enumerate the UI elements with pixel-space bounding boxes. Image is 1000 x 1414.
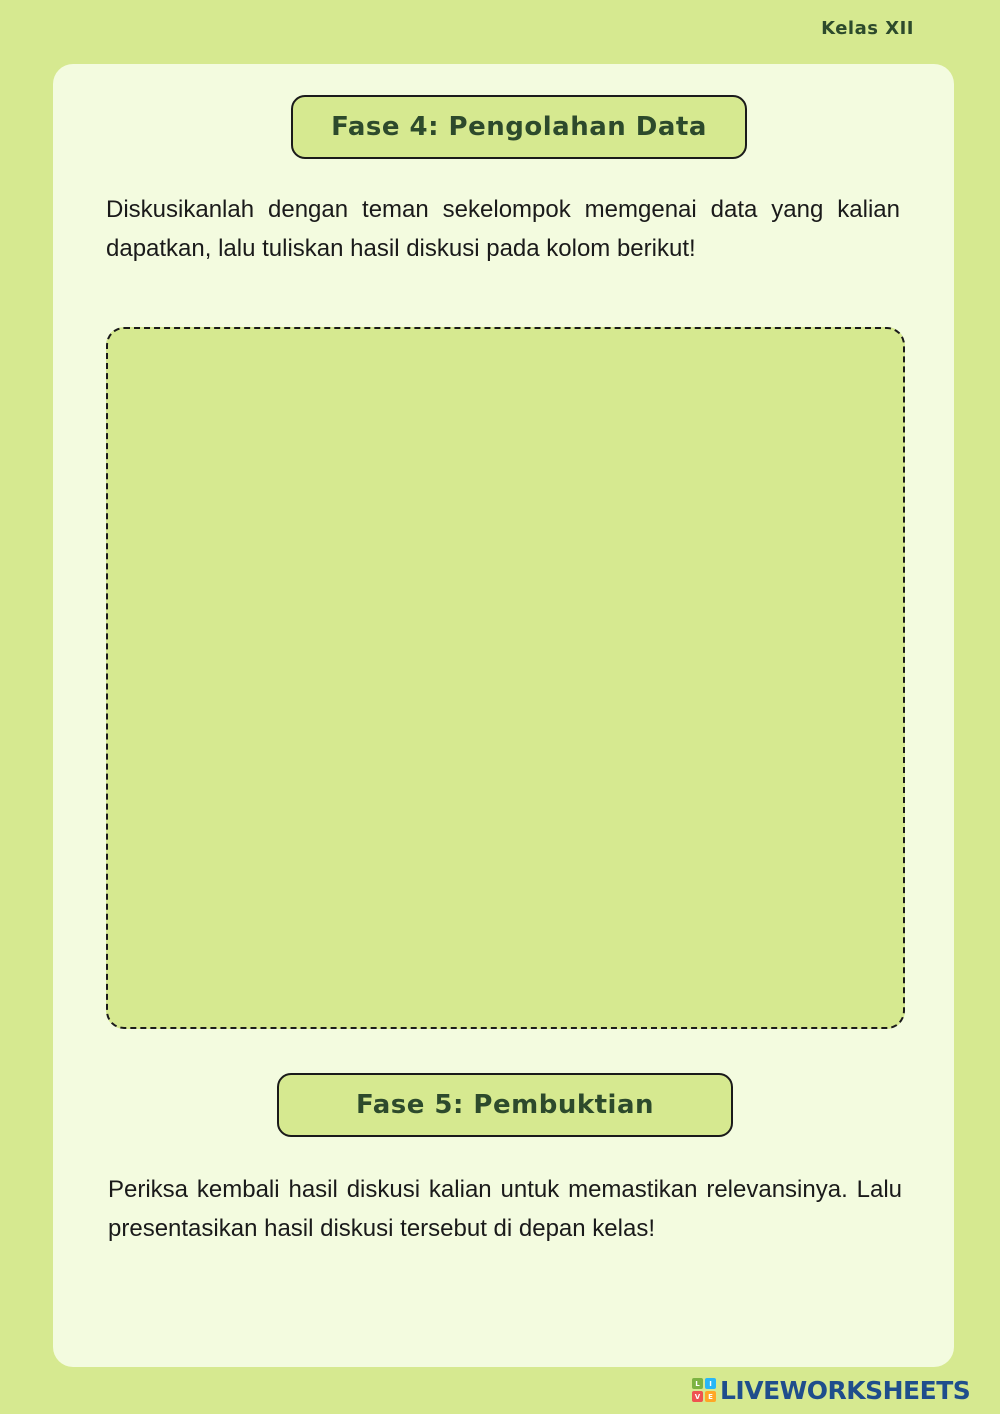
phase-4-title: Fase 4: Pengolahan Data — [331, 112, 707, 142]
liveworksheets-icon — [692, 1378, 716, 1402]
liveworksheets-logo — [692, 1373, 970, 1407]
logo-letter-l: L — [692, 1378, 703, 1389]
phase-5-title-box — [277, 1073, 733, 1137]
worksheet-card — [53, 64, 954, 1367]
logo-letter-v: V — [692, 1391, 703, 1402]
phase-4-title-box — [291, 95, 747, 159]
class-label: Kelas XII — [821, 18, 914, 39]
logo-letter-i: I — [705, 1378, 716, 1389]
discussion-answer-box[interactable] — [106, 327, 905, 1029]
phase-5-instruction: Periksa kembali hasil diskusi kalian untuk memastikan relevansinya. Lalu presentasikan hasil diskusi tersebut di depan kelas! — [108, 1176, 902, 1242]
logo-letter-e: E — [705, 1391, 716, 1402]
phase-5-title: Fase 5: Pembuktian — [355, 1090, 655, 1120]
liveworksheets-wordmark: LIVEWORKSHEETS — [720, 1375, 971, 1405]
phase-4-instruction: Diskusikanlah dengan teman sekelompok memgenai data yang kalian dapatkan, lalu tuliskan hasil diskusi pada kolom berikut! — [106, 196, 900, 262]
